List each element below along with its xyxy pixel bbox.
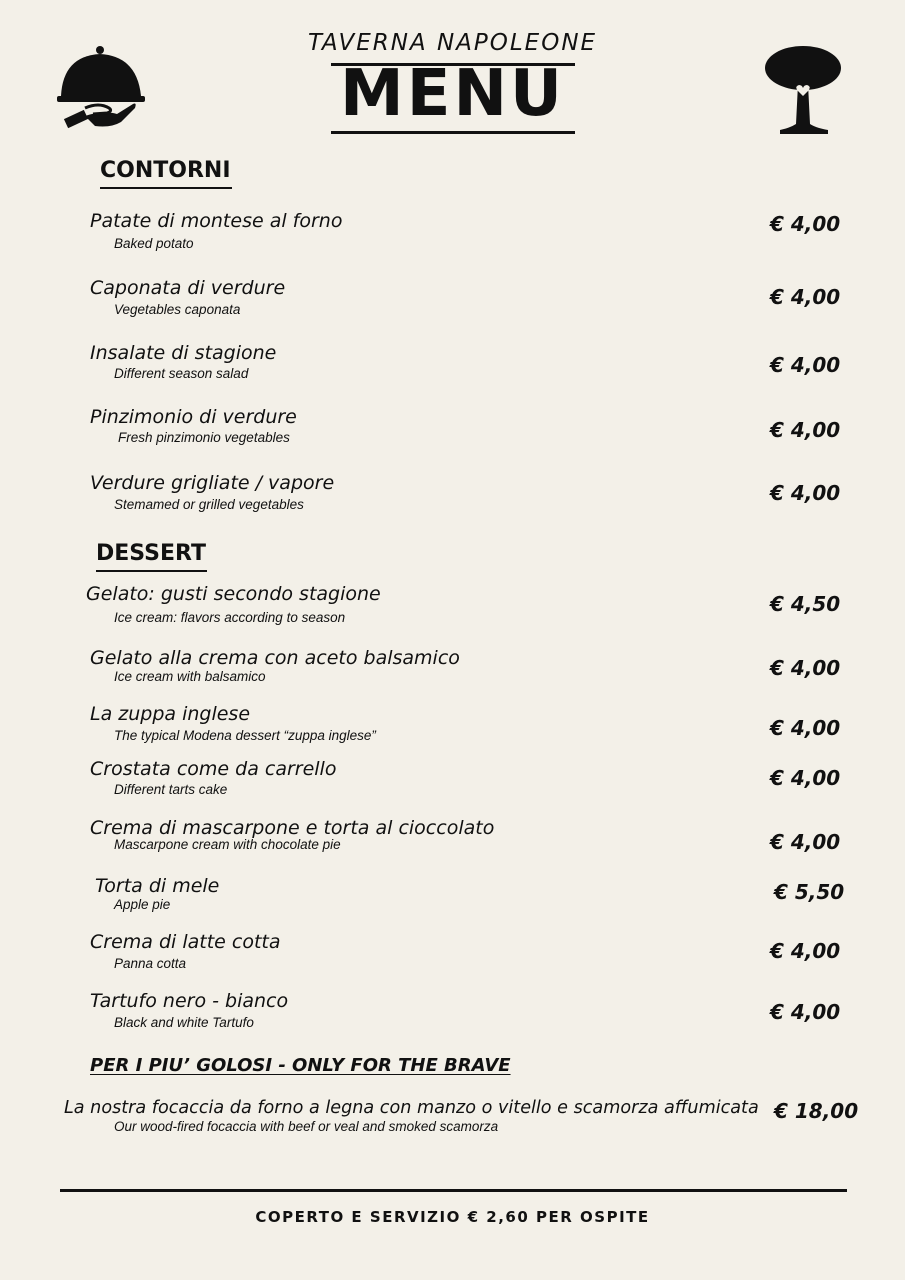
dish-price: € 4,00 (770, 418, 841, 442)
dish-translation: Apple pie (114, 897, 171, 912)
dish-price: € 4,00 (770, 481, 841, 505)
dish-price: € 4,00 (770, 830, 841, 854)
dish-price: € 4,50 (770, 592, 841, 616)
dish-name: Insalate di stagione (90, 342, 277, 364)
dish-translation: Panna cotta (114, 956, 187, 971)
dish-translation: Ice cream with balsamico (114, 669, 266, 684)
footer-rule (60, 1189, 847, 1192)
dish-translation: Baked potato (114, 236, 194, 251)
dish-name: Crostata come da carrello (90, 758, 337, 780)
tree-logo (760, 44, 850, 138)
dish-name: Crema di mascarpone e torta al cioccolato (90, 817, 495, 839)
dish-name: Gelato alla crema con aceto balsamico (90, 647, 460, 669)
dish-price: € 4,00 (770, 716, 841, 740)
cover-charge-note: COPERTO E SERVIZIO € 2,60 PER OSPITE (255, 1208, 650, 1226)
dish-price: € 4,00 (770, 285, 841, 309)
section-heading-brave: PER I PIU’ GOLOSI - ONLY FOR THE BRAVE (90, 1055, 511, 1076)
dish-price: € 4,00 (770, 353, 841, 377)
dish-name: Tartufo nero - bianco (90, 990, 289, 1012)
dish-translation: Different season salad (114, 366, 249, 381)
dish-name: Caponata di verdure (90, 277, 286, 299)
dish-name: Verdure grigliate / vapore (90, 472, 335, 494)
dish-name: La zuppa inglese (90, 703, 251, 725)
dish-price: € 5,50 (774, 880, 845, 904)
dish-translation: Different tarts cake (114, 782, 228, 797)
restaurant-name: TAVERNA NAPOLEONE (307, 30, 598, 56)
dish-price: € 4,00 (770, 656, 841, 680)
dish-name: Torta di mele (95, 875, 220, 897)
dish-name: Gelato: gusti secondo stagione (86, 583, 381, 605)
dish-name: La nostra focaccia da forno a legna con manzo o vitello e scamorza affumicata (64, 1098, 759, 1118)
dish-translation: Our wood-fired focaccia with beef or veal and smoked scamorza (114, 1119, 499, 1134)
dish-translation: Stemamed or grilled vegetables (114, 497, 304, 512)
dish-translation: Mascarpone cream with chocolate pie (114, 837, 341, 852)
dish-name: Crema di latte cotta (90, 931, 281, 953)
dish-translation: Ice cream: flavors according to season (114, 610, 346, 625)
dish-price: € 4,00 (770, 939, 841, 963)
dish-name: Patate di montese al forno (90, 210, 343, 232)
title-bottom-rule (331, 131, 575, 134)
dish-price: € 4,00 (770, 766, 841, 790)
menu-title: MENU (340, 57, 565, 131)
section-heading-dessert: DESSERT (96, 541, 207, 572)
dish-translation: Fresh pinzimonio vegetables (118, 430, 290, 445)
dish-name: Pinzimonio di verdure (90, 406, 297, 428)
dish-price: € 4,00 (770, 212, 841, 236)
dish-translation: The typical Modena dessert “zuppa inglese” (114, 728, 376, 743)
dish-price: € 4,00 (770, 1000, 841, 1024)
dish-price: € 18,00 (774, 1099, 859, 1123)
tree-heart-icon (760, 44, 850, 138)
section-heading-contorni: CONTORNI (100, 158, 232, 189)
dish-translation: Vegetables caponata (114, 302, 241, 317)
dish-translation: Black and white Tartufo (114, 1015, 254, 1030)
